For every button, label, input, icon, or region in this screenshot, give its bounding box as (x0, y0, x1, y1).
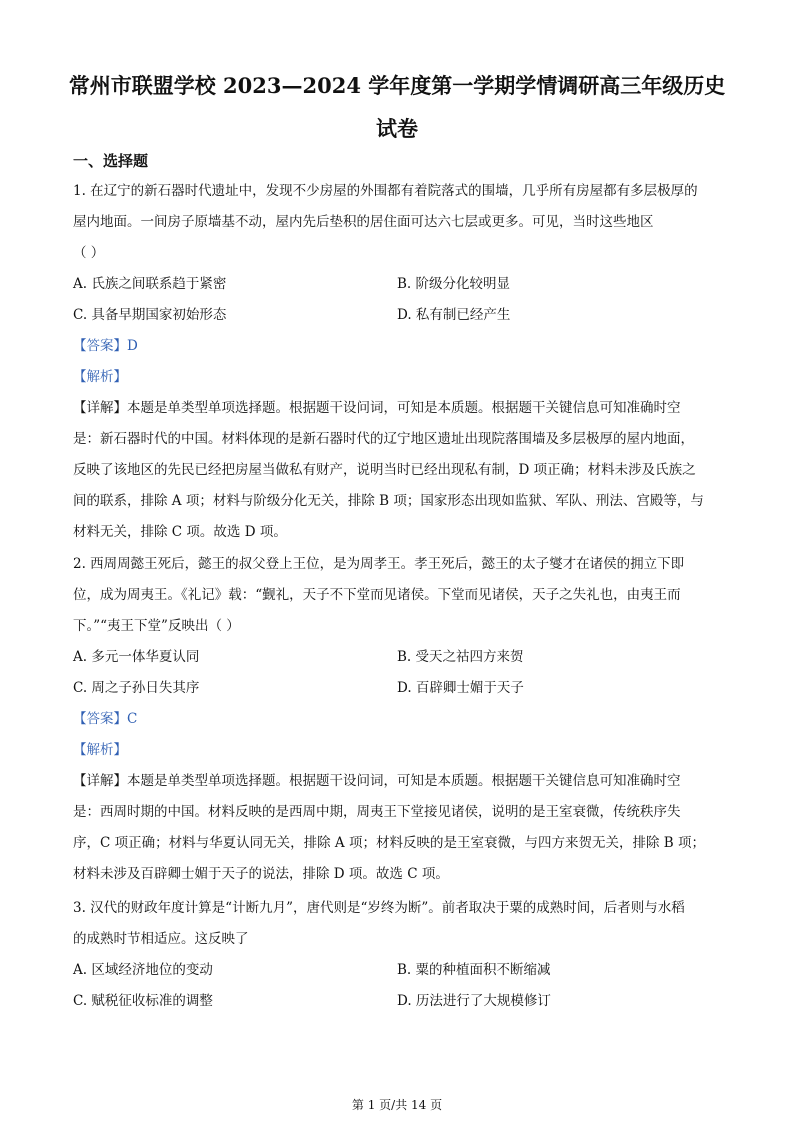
q2-stem-line: 下。”“夷王下堂”反映出（ ） (73, 618, 240, 634)
q2-stem-line: 位，成为周夷王。《礼记》载：“觐礼，天子不下堂而见诸侯。下堂而见诸侯，天子之失礼也，由夷王而 (73, 587, 681, 603)
section-heading: 一、选择题 (73, 152, 149, 170)
q1-stem-line: 屋内地面。一间房子原墙基不动，屋内先后垫积的居住面可达六七层或更多。可见，当时这些地区 (73, 214, 654, 230)
q1-option-d: D. 私有制已经产生 (397, 307, 511, 323)
q1-analysis-label: 【解析】 (73, 369, 127, 385)
q2-option-d: D. 百辟卿士媚于天子 (397, 680, 524, 696)
q1-detail-line: 材料无关，排除 C 项。故选 D 项。 (73, 524, 287, 540)
q3-stem-line: 的成熟时节相适应。这反映了 (73, 931, 249, 947)
q1-detail-line: 【详解】本题是单类型单项选择题。根据题干设问词，可知是本质题。根据题干关键信息可知准确时空 (73, 400, 681, 416)
q3-option-b: B. 粟的种植面积不断缩减 (397, 962, 551, 978)
q1-stem-line: 1. 在辽宁的新石器时代遗址中，发现不少房屋的外围都有着院落式的围墙，几乎所有房屋都有多层极厚的 (73, 183, 698, 199)
page-footer: 第 1 页/共 14 页 (351, 1098, 443, 1112)
q3-option-a: A. 区域经济地位的变动 (73, 962, 213, 978)
exam-title-line1: 常州市联盟学校 2023—2024 学年度第一学期学情调研高三年级历史 (68, 73, 726, 98)
q1-detail-line: 间的联系，排除 A 项；材料与阶级分化无关，排除 B 项；国家形态出现如监狱、军队、刑法、宫殿等，与 (73, 493, 704, 509)
q2-analysis-label: 【解析】 (73, 742, 127, 758)
q1-option-b: B. 阶级分化较明显 (397, 276, 511, 292)
q1-detail-line: 是：新石器时代的中国。材料体现的是新石器时代的辽宁地区遗址出现院落围墙及多层极厚的屋内地面， (73, 431, 694, 447)
q2-detail-line: 【详解】本题是单类型单项选择题。根据题干设问词，可知是本质题。根据题干关键信息可知准确时空 (73, 773, 681, 789)
q1-stem-line: （ ） (73, 245, 105, 261)
q2-detail-line: 材料未涉及百辟卿士媚于天子的说法，排除 D 项。故选 C 项。 (73, 866, 449, 882)
q1-option-c: C. 具备早期国家初始形态 (73, 307, 227, 323)
q2-detail-line: 序，C 项正确；材料与华夏认同无关，排除 A 项；材料反映的是王室衰微，与四方来贺无关，排除 B 项； (73, 835, 705, 851)
q1-detail-line: 反映了该地区的先民已经把房屋当做私有财产，说明当时已经出现私有制，D 项正确；材料未涉及氏族之 (73, 462, 696, 478)
q3-option-d: D. 历法进行了大规模修订 (397, 993, 551, 1009)
q3-option-c: C. 赋税征收标准的调整 (73, 993, 213, 1009)
q2-stem-line: 2. 西周周懿王死后，懿王的叔父登上王位，是为周孝王。孝王死后，懿王的太子燮才在诸侯的拥立下即 (73, 556, 685, 572)
exam-title-line2: 试卷 (376, 116, 418, 141)
q2-option-c: C. 周之子孙日失其序 (73, 680, 200, 696)
q2-detail-line: 是：西周时期的中国。材料反映的是西周中期，周夷王下堂接见诸侯，说明的是王室衰微，传统秩序失 (73, 804, 681, 820)
q2-option-b: B. 受天之祜四方来贺 (397, 649, 524, 665)
q2-answer: 【答案】C (73, 711, 138, 727)
q3-stem-line: 3. 汉代的财政年度计算是“计断九月”，唐代则是“岁终为断”。前者取决于粟的成熟时间，后者则与水稻 (73, 900, 685, 916)
q2-option-a: A. 多元一体华夏认同 (73, 649, 200, 665)
q1-answer: 【答案】D (73, 338, 138, 354)
q1-option-a: A. 氏族之间联系趋于紧密 (73, 276, 227, 292)
